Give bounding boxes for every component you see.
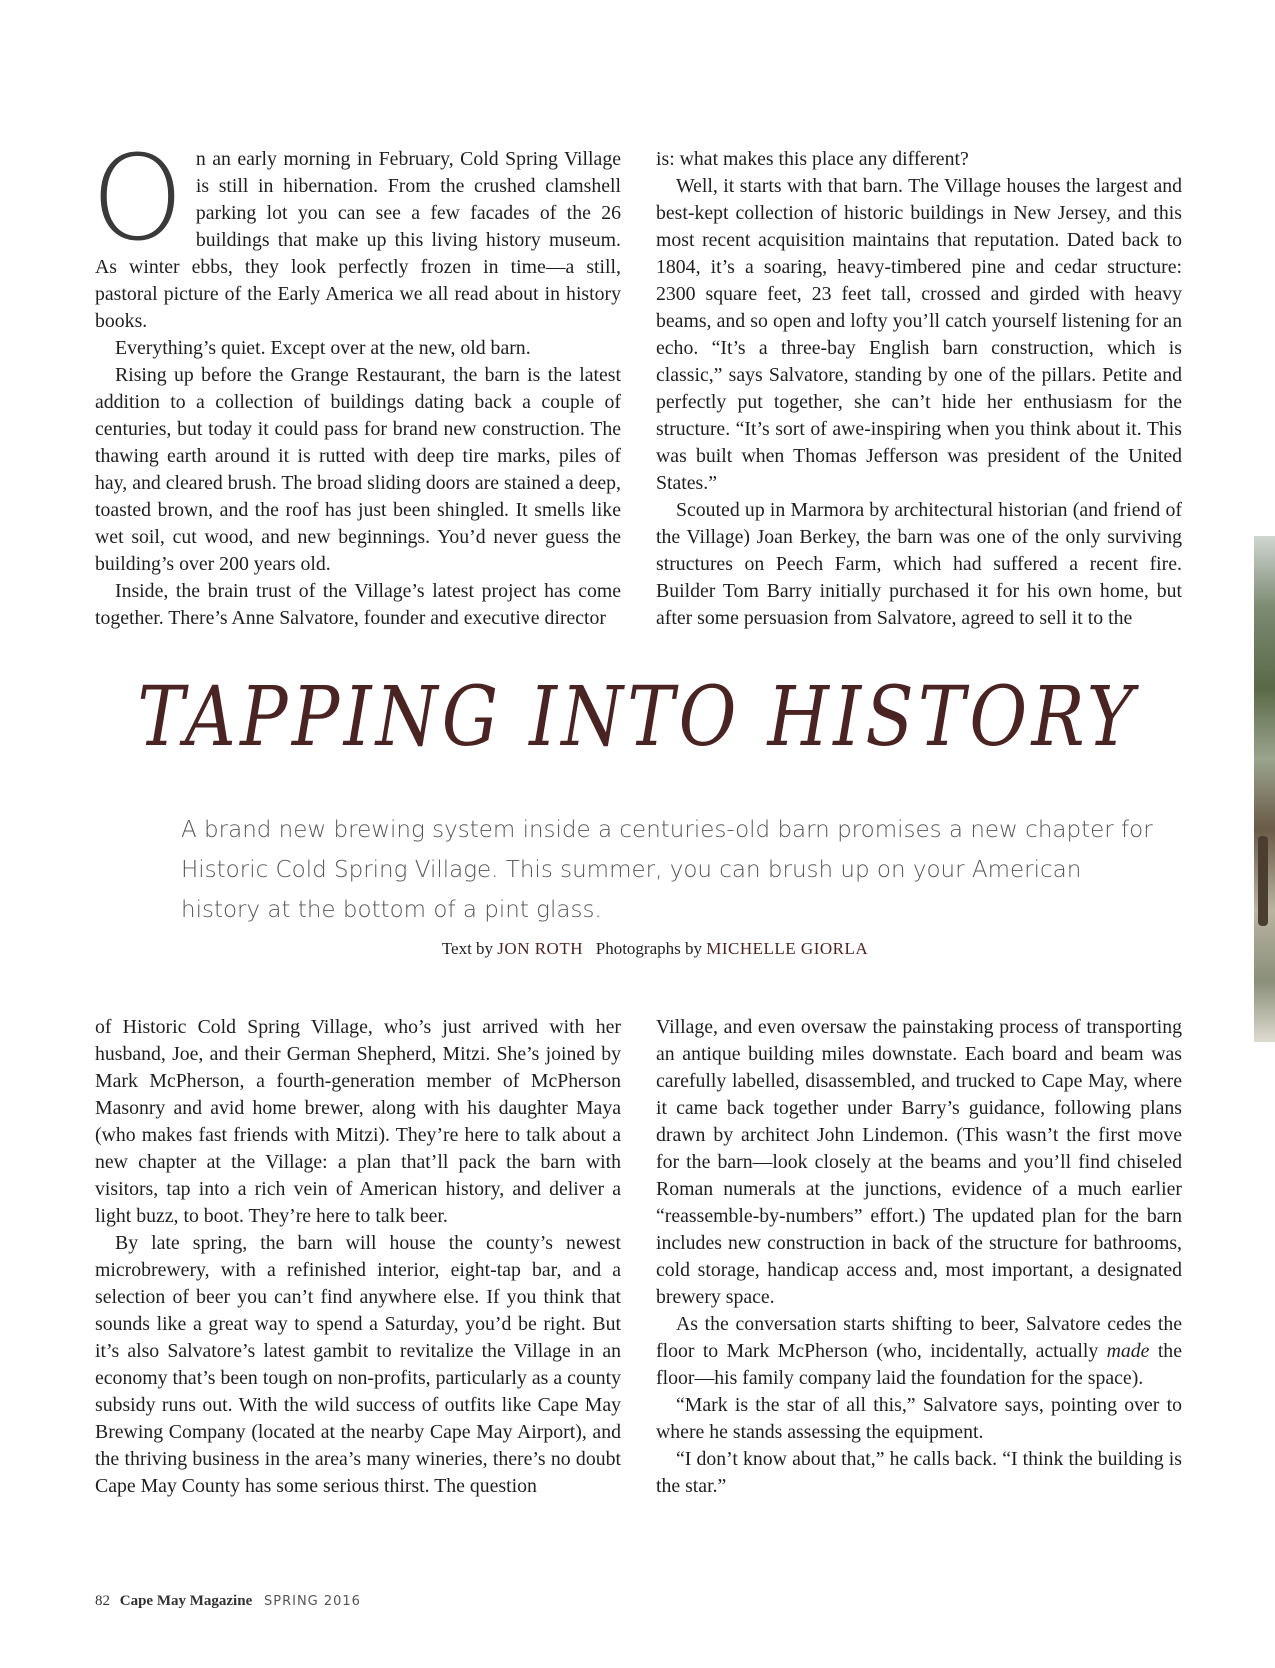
byline [0,939,1275,959]
byline-photographer: MICHELLE GIORLA [706,939,869,958]
page-footer [95,1593,361,1610]
article-column-top-right [656,146,1182,632]
body-paragraph: Well, it starts with that barn. The Village houses the largest and best-kept collection of historic buildings in New Jersey, and this most recent acquisition maintains that reputation. Dated back to 1804, it’s a soaring, heavy-timbered pine and cedar structure: 2300 square feet, 23 feet tall, crossed and girded with heavy beams, and so open and lofty you’ll catch yourself listening for an echo. “It’s a three-bay English barn construction, which is classic,” says Salvatore, standing by one of the pillars. Petite and perfectly put together, she can’t hide her enthusiasm for the structure. “It’s sort of awe-inspiring when you think about it. This was built when Thomas Jefferson was president of the United States.” [656,175,1182,494]
article-headline: TAPPING INTO HISTORY [137,670,1138,765]
magazine-name: Cape May Magazine [119,1593,253,1609]
body-text: As the conversation starts shifting to beer, Salvatore cedes the floor to Mark McPherson (who, incidentally, actually [656,1313,1182,1362]
body-text: the floor—his family company laid the foundation for the space). [656,1340,1182,1389]
body-paragraph: Village, and even oversaw the painstaking process of transporting an antique building miles downstate. Each board and beam was carefully labelled, disassembled, and trucked to Cape May, where it came back together under Barry’s guidance, following plans drawn by architect John Lindemon. (This wasn’t the first move for the barn—look closely at the beams and you’ll find chiseled Roman numerals at the junctions, evidence of a much earlier “reassemble-by-numbers” effort.) The updated plan for the barn includes new construction in back of the structure for bathrooms, cold storage, handicap access and, most important, a designated brewery space. [656,1016,1182,1308]
article-column-bottom-left [95,1014,621,1500]
page-number: 82 [95,1593,110,1609]
opening-paragraph [91,129,621,335]
body-paragraph [656,1311,1182,1392]
drop-cap: O [91,129,184,267]
photo-edge [1254,536,1275,1042]
body-paragraph: Inside, the brain trust of the Village’s latest project has come together. There’s Anne Salvatore, founder and executive director [95,580,621,629]
body-paragraph: of Historic Cold Spring Village, who’s just arrived with her husband, Joe, and their German Shepherd, Mitzi. She’s joined by Mark McPherson, a fourth-generation member of McPherson Masonry and avid home brewer, along with his daughter Maya (who makes fast friends with Mitzi). They’re here to talk about a new chapter at the Village: a plan that’ll pack the barn with visitors, tap into a rich vein of American history, and deliver a light buzz, to boot. They’re here to talk beer. [95,1016,621,1227]
emphasis-text: made [1106,1340,1150,1362]
body-paragraph: Everything’s quiet. Except over at the new, old barn. [115,337,531,359]
article-deck: A brand new brewing system inside a centuries-old barn promises a new chapter for Historic Cold Spring Village. This summer, you can brush up on your American history at the bottom of a pint glass. [181,817,1153,923]
byline-photo-label: Photographs by [595,939,702,958]
byline-text-label: Text by [441,939,494,958]
body-paragraph: Rising up before the Grange Restaurant, the barn is the latest addition to a collection of buildings dating back a couple of centuries, but today it could pass for brand new construction. The thawing earth around it is rutted with deep tire marks, piles of hay, and cleared brush. The broad sliding doors are stained a deep, toasted brown, and the roof has just been shingled. It smells like wet soil, cut wood, and new beginnings. You’d never guess the building’s over 200 years old. [95,364,621,575]
byline-author: JON ROTH [497,939,583,958]
issue-label: SPRING 2016 [263,1594,361,1609]
body-paragraph: Scouted up in Marmora by architectural historian (and friend of the Village) Joan Berkey, the barn was one of the only surviving structures on Peech Farm, which had suffered a recent fire. Builder Tom Barry initially purchased it for his own home, but after some persuasion from Salvatore, agreed to sell it to the [656,499,1182,629]
opening-text: n an early morning in February, Cold Spring Village is still in hibernation. From the crushed clamshell parking lot you can see a few facades of the 26 buildings that make up this living history museum. As winter ebbs, they look perfectly frozen in time—a still, pastoral picture of the Early America we all read about in history books. [95,148,621,332]
body-paragraph: By late spring, the barn will house the county’s newest microbrewery, with a refinished interior, eight-tap bar, and a selection of beer you can’t find anywhere else. If you think that sounds like a great way to spend a Saturday, you’d be right. But it’s also Salvatore’s latest gambit to revitalize the Village in an economy that’s been tough on non-profits, particularly as a county subsidy runs out. With the wild success of outfits like Cape May Brewing Company (located at the nearby Cape May Airport), and the thriving business in the area’s many wineries, there’s no doubt Cape May County has some serious thirst. The question [95,1232,621,1497]
article-column-top-left [91,129,621,632]
article-column-bottom-right [656,1014,1182,1500]
body-paragraph: is: what makes this place any different? [656,148,969,170]
body-paragraph: “I don’t know about that,” he calls back. “I think the building is the star.” [656,1448,1182,1497]
body-paragraph: “Mark is the star of all this,” Salvatore says, pointing over to where he stands assessing the equipment. [656,1394,1182,1443]
